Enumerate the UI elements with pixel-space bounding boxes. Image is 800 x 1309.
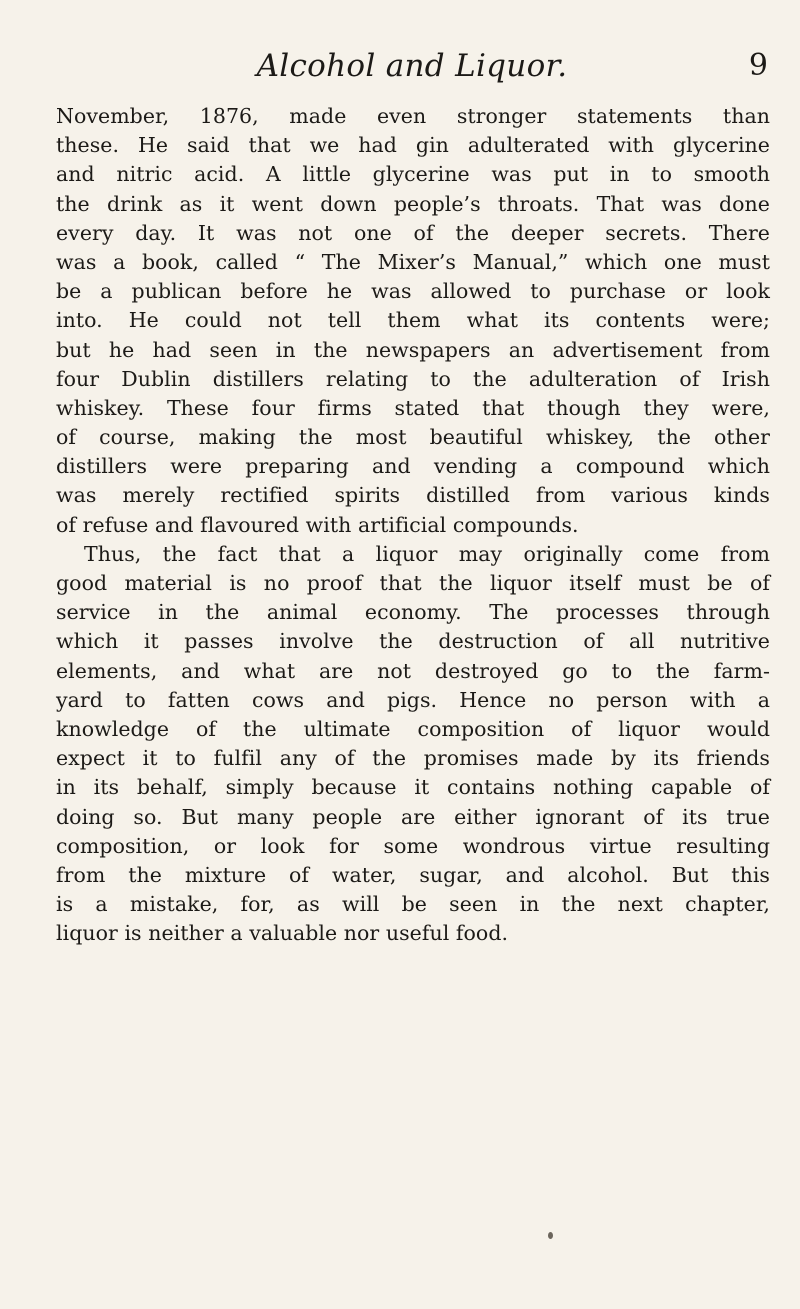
- text-line: these. He said that we had gin adulterated with glycerine: [56, 133, 770, 158]
- text-line: into. He could not tell them what its contents were;: [56, 308, 770, 333]
- text-line: but he had seen in the newspapers an advertisement from: [56, 337, 770, 362]
- text-line: whiskey. These four firms stated that though they were,: [56, 395, 770, 420]
- text-line: service in the animal economy. The processes through: [56, 600, 770, 625]
- text-line: Thus, the fact that a liquor may originally come from: [84, 541, 770, 566]
- text-line: and nitric acid. A little glycerine was put in to smooth: [56, 162, 770, 187]
- text-line: which it passes involve the destruction of all nutritive: [56, 629, 770, 654]
- text-line: yard to fatten cows and pigs. Hence no person with a: [56, 687, 770, 712]
- text-line: liquor is neither a valuable nor useful food.: [56, 921, 509, 946]
- text-line: was a book, called “ The Mixer’s Manual,” which one must: [56, 249, 770, 274]
- text-line: was merely rectified spirits distilled from various kinds: [56, 483, 770, 508]
- text-line: four Dublin distillers relating to the adulteration of Irish: [56, 366, 770, 391]
- text-line: be a publican before he was allowed to purchase or look: [56, 279, 770, 304]
- text-line: distillers were preparing and vending a compound which: [56, 454, 770, 479]
- text-line: every day. It was not one of the deeper secrets. There: [56, 220, 770, 245]
- running-title: Alcohol and Liquor.: [256, 48, 568, 84]
- text-line: in its behalf, simply because it contains nothing capable of: [56, 775, 770, 800]
- text-line: of course, making the most beautiful whiskey, the other: [56, 425, 770, 450]
- text-line: the drink as it went down people’s throats. That was done: [56, 191, 770, 216]
- text-line: November, 1876, made even stronger statements than: [56, 104, 770, 128]
- page-number: 9: [748, 48, 768, 83]
- running-head: [56, 46, 768, 96]
- text-line: composition, or look for some wondrous virtue resulting: [56, 833, 770, 858]
- text-line: knowledge of the ultimate composition of liquor would: [56, 716, 770, 741]
- text-line: is a mistake, for, as will be seen in the next chapter,: [56, 892, 770, 917]
- text-line: doing so. But many people are either ignorant of its true: [56, 804, 770, 829]
- text-line: of refuse and flavoured with artificial compounds.: [56, 512, 579, 537]
- text-line: from the mixture of water, sugar, and alcohol. But this: [56, 862, 770, 887]
- body-text: [56, 102, 770, 948]
- ink-speck: [548, 1232, 553, 1239]
- text-line: good material is no proof that the liquor itself must be of: [56, 571, 770, 595]
- text-line: elements, and what are not destroyed go to the farm-: [56, 658, 770, 683]
- text-line: expect it to fulfil any of the promises made by its friends: [56, 746, 770, 771]
